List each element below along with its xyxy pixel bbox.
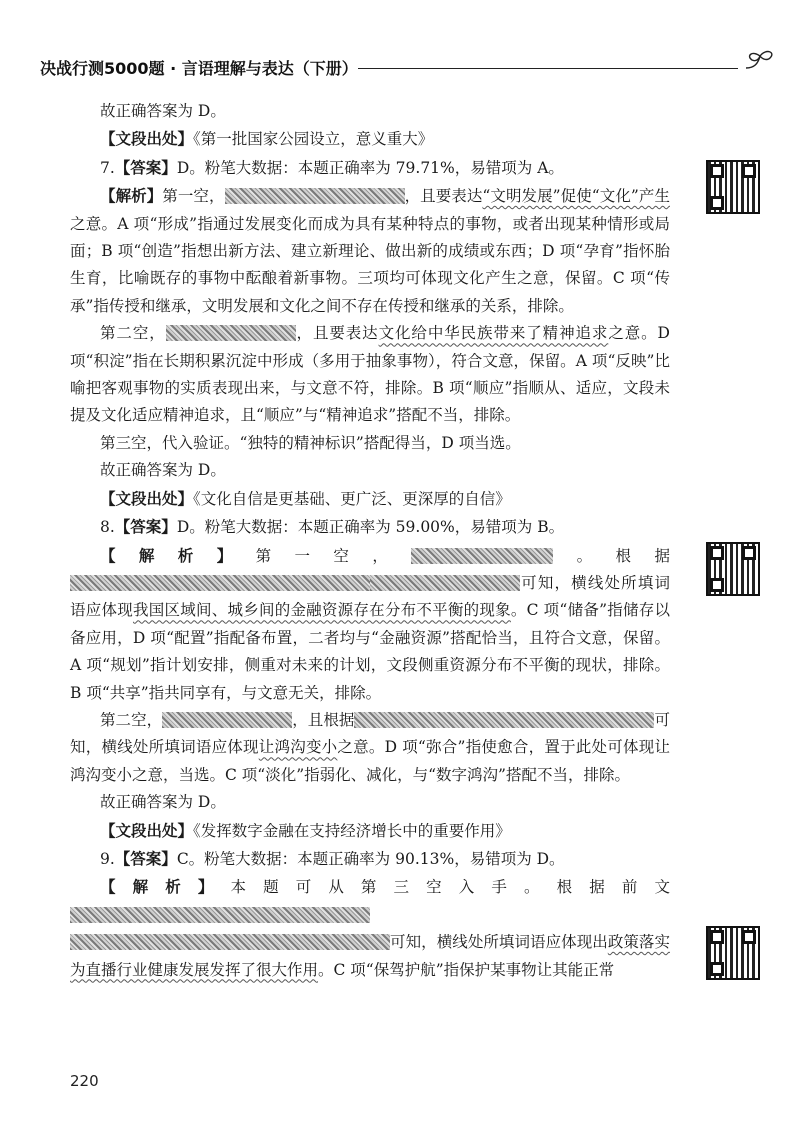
answer-line — [70, 845, 670, 873]
answer-tag: 【答案】 — [114, 517, 177, 537]
answer-text: D。粉笔大数据：本题正确率为 79.71%，易错项为 A。 — [176, 158, 564, 177]
paragraph-text: 故正确答案为 D。 — [100, 102, 226, 120]
source-tag: 【文段出处】 — [100, 488, 194, 508]
redacted-text — [162, 712, 292, 728]
redacted-text — [70, 575, 370, 591]
analysis-tag: 【解析】 — [100, 545, 256, 565]
source-title: 《文化自信是更基础、更广泛、更深厚的自信》 — [193, 489, 511, 508]
redacted-text — [166, 325, 296, 341]
paragraph-text: 故正确答案为 D。 — [100, 793, 226, 812]
analysis-text: ，且要表达 — [295, 324, 379, 343]
answer-tag: 【答案】 — [114, 848, 177, 868]
analysis-text: 可知，横线处所填词语应体现 — [70, 710, 670, 757]
analysis-text: 之意。D 项“积淀”指在长期积累沉淀中形成（多用于抽象事物），符合文意，保留。A 项“反映”比喻把客观事物的实质表现出来，与文意不符，排除。B 项“顺应”指顺从、适应，文段未提及文化适应精神追求，且“顺应”与“精神追求”搭配不当，排除。 — [70, 324, 670, 425]
question-number: 8. — [100, 518, 115, 537]
analysis-text: 。根据 — [553, 546, 670, 565]
source-citation — [70, 485, 670, 513]
answer-tag: 【答案】 — [114, 157, 177, 177]
page-header — [40, 44, 780, 84]
source-title: 《发挥数字金融在支持经济增长中的重要作用》 — [193, 821, 511, 840]
key-phrase: 我国区域间、城乡间的金融资源存在分布不平衡的现象 — [132, 601, 511, 620]
book-title: 决战行测5000题 · 言语理解与表达（下册） — [40, 59, 358, 78]
analysis-paragraph — [70, 542, 670, 707]
redacted-text — [70, 907, 370, 923]
redacted-text — [354, 712, 654, 728]
redacted-text — [370, 575, 520, 591]
analysis-text: 可知，横线处所填词语应体现 — [70, 573, 670, 620]
paragraph — [70, 430, 670, 457]
qr-code-icon — [706, 542, 760, 596]
qr-code-icon — [706, 160, 760, 214]
header-rule — [358, 68, 738, 69]
source-tag: 【文段出处】 — [100, 820, 194, 840]
analysis-paragraph — [70, 707, 670, 789]
paragraph-text: 第三空，代入验证。“独特的精神标识”搭配得当，D 项当选。 — [100, 433, 521, 452]
analysis-text: 第一空， — [255, 546, 412, 565]
paragraph — [70, 98, 670, 125]
redacted-text — [225, 188, 405, 204]
answer-text: D。粉笔大数据：本题正确率为 59.00%，易错项为 B。 — [176, 518, 565, 537]
qr-code-icon — [706, 926, 760, 980]
page-number: 220 — [70, 1072, 99, 1090]
analysis-text: ，且根据 — [292, 710, 355, 729]
analysis-paragraph — [70, 873, 670, 984]
question-number: 7. — [100, 158, 115, 177]
answer-text: C。粉笔大数据：本题正确率为 90.13%，易错项为 D。 — [176, 849, 565, 868]
key-phrase: “文明发展”促使“文化”产生 — [482, 187, 670, 206]
answer-line — [70, 154, 670, 182]
analysis-paragraph — [70, 182, 670, 320]
source-citation — [70, 125, 670, 153]
source-title: 《第一批国家公园设立，意义重大》 — [193, 130, 434, 149]
key-phrase: 政策落实为直播行业健康发展发挥了很大作用 — [70, 933, 670, 979]
analysis-text: 。C 项“保驾护航”指保护某事物让其能正常 — [318, 960, 615, 979]
analysis-text: 第二空， — [100, 710, 163, 729]
leaf-sprout-icon — [740, 46, 780, 86]
redacted-text — [70, 934, 390, 950]
analysis-text: 第二空， — [100, 324, 166, 343]
paragraph — [70, 457, 670, 484]
key-phrase: 文化给中华民族带来了精神追求 — [378, 324, 609, 343]
analysis-text: 本题可从第三空入手。根据前文 — [230, 878, 670, 897]
redacted-text — [411, 548, 553, 564]
paragraph — [70, 789, 670, 816]
analysis-text: 之意。D 项“弥合”指使愈合，置于此处可体现让鸿沟变小之意，当选。C 项“淡化”指弱化、减化，与“数字鸿沟”搭配不当，排除。 — [70, 738, 670, 784]
source-citation — [70, 817, 670, 845]
analysis-text: 第一空， — [162, 187, 225, 206]
key-phrase: 让鸿沟变小 — [258, 738, 338, 757]
analysis-tag: 【解析】 — [100, 877, 231, 897]
analysis-tag: 【解析】 — [100, 186, 163, 206]
analysis-text: 。C 项“储备”指储存以备应用，D 项“配置”指配备布置，二者均与“金融资源”搭配恰当，且符合文意，保留。A 项“规划”指计划安排，侧重对未来的计划，文段侧重资源分布不平衡的现状，排除。B 项“共享”指共同享有，与文意无关，排除。 — [70, 601, 670, 702]
analysis-text: ，且要表达 — [404, 187, 483, 206]
analysis-paragraph — [70, 320, 670, 430]
analysis-text: 可知，横线处所填词语应体现出 — [390, 933, 608, 952]
analysis-text: 之意。A 项“形成”指通过发展变化而成为具有某种特点的事物，或者出现某种情形或局面；B 项“创造”指想出新方法、建立新理论、做出新的成绩或东西；D 项“孕育”指怀胎生育，比喻既存的事物中酝酿着新事物。三项均可体现文化产生之意，保留。C 项“传承”指传授和继承，文明发展和文化之间不存在传授和继承的关系，排除。 — [70, 214, 670, 315]
question-number: 9. — [100, 849, 115, 868]
explanation-body — [70, 98, 670, 984]
source-tag: 【文段出处】 — [100, 129, 194, 149]
paragraph-text: 故正确答案为 D。 — [100, 461, 226, 480]
answer-line — [70, 513, 670, 541]
